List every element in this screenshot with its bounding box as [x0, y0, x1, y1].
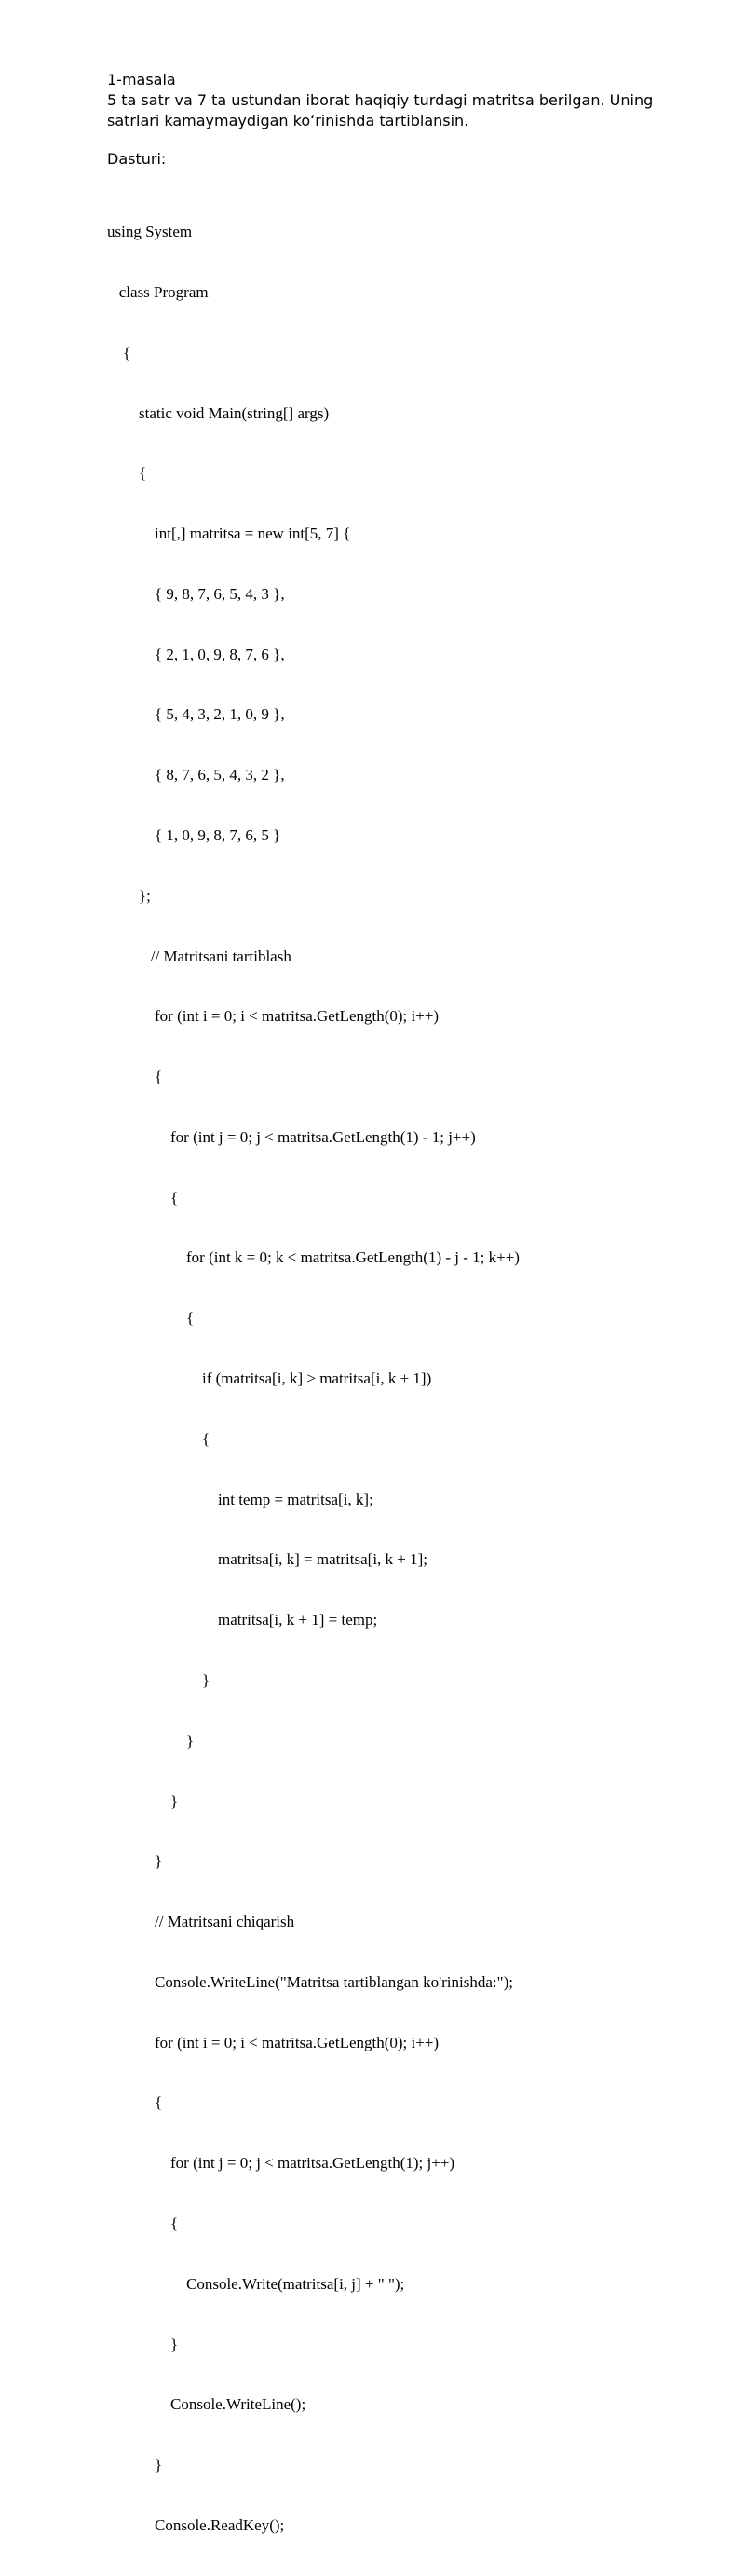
code-line: {	[107, 1188, 179, 1206]
code-line: Console.WriteLine("Matritsa tartiblangan ko'rinishda:");	[107, 1972, 513, 1991]
code-line: }	[107, 1852, 163, 1871]
code-line: for (int k = 0; k < matritsa.GetLength(1) - j - 1; k++)	[107, 1248, 520, 1267]
code-line: { 9, 8, 7, 6, 5, 4, 3 },	[107, 584, 285, 603]
code-line: int[,] matritsa = new int[5, 7] {	[107, 525, 351, 543]
code-line: { 1, 0, 9, 8, 7, 6, 5 }	[107, 826, 281, 844]
code-line: }	[107, 2456, 163, 2474]
code-line: }	[107, 1670, 210, 1689]
code-line: {	[107, 1309, 195, 1328]
code-line: { 8, 7, 6, 5, 4, 3, 2 },	[107, 766, 285, 784]
code-line: }	[107, 1731, 195, 1750]
code-listing	[107, 182, 520, 2576]
code-line: // Matritsani tartiblash	[107, 947, 291, 965]
code-line: for (int i = 0; i < matritsa.GetLength(0); i++)	[107, 2033, 440, 2051]
code-line: for (int j = 0; j < matritsa.GetLength(1); j++)	[107, 2154, 455, 2173]
code-line: class Program	[107, 282, 209, 301]
code-line: int temp = matritsa[i, k];	[107, 1490, 373, 1508]
code-line: {	[107, 2093, 163, 2112]
code-line: {	[107, 1429, 210, 1448]
problem-number-heading: 1-masala	[107, 71, 176, 89]
code-line: if (matritsa[i, k] > matritsa[i, k + 1])	[107, 1370, 432, 1388]
code-line: static void Main(string[] args)	[107, 403, 330, 422]
code-line: {	[107, 2214, 179, 2232]
code-line: matritsa[i, k + 1] = temp;	[107, 1611, 378, 1629]
code-line: for (int i = 0; i < matritsa.GetLength(0); i++)	[107, 1007, 440, 1026]
code-line: // Matritsani chiqarish	[107, 1913, 295, 1931]
code-line: {	[107, 464, 147, 483]
code-line: }	[107, 2335, 179, 2353]
code-line: Console.ReadKey();	[107, 2515, 285, 2534]
code-line: {	[107, 343, 131, 361]
code-line: using System	[107, 223, 193, 241]
problem-statement: 5 ta satr va 7 ta ustundan iborat haqiqiy turdagi matritsa berilgan. Uning satrlari kamaymaydigan koʻrinishda tartiblansin.	[107, 91, 654, 129]
code-line: Console.Write(matritsa[i, j] + " ");	[107, 2274, 405, 2293]
code-line: matritsa[i, k] = matritsa[i, k + 1];	[107, 1550, 428, 1569]
code-line: { 2, 1, 0, 9, 8, 7, 6 },	[107, 645, 285, 663]
code-line: { 5, 4, 3, 2, 1, 0, 9 },	[107, 705, 285, 724]
code-line: {	[107, 1068, 163, 1086]
code-line: Console.WriteLine();	[107, 2395, 306, 2414]
code-line: }	[107, 1792, 179, 1810]
code-line: for (int j = 0; j < matritsa.GetLength(1) - 1; j++)	[107, 1127, 476, 1146]
program-label: Dasturi:	[107, 150, 167, 168]
code-line: };	[107, 886, 151, 905]
